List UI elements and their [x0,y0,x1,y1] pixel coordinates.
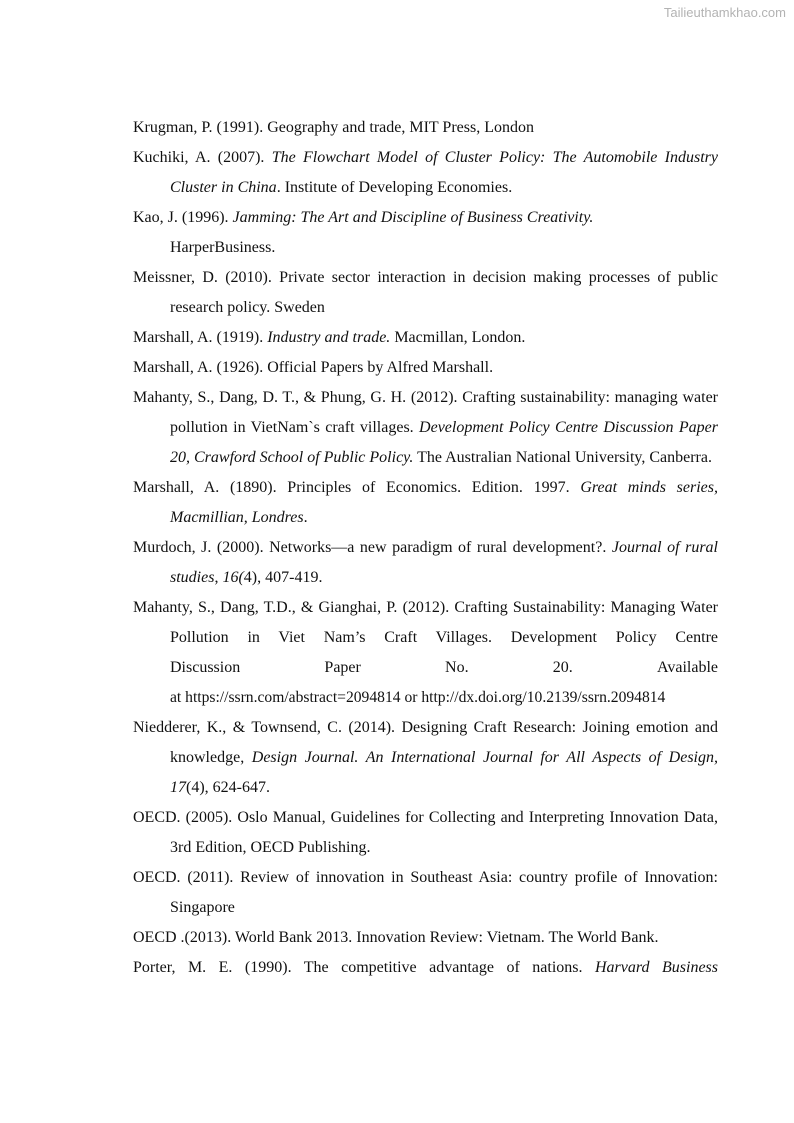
ref-text: Marshall, A. (1890). Principles of Economics. Edition. 1997. [133,479,581,496]
ref-title: Jamming: The Art and Discipline of Business Creativity. [232,209,594,226]
ref-murdoch [133,533,718,593]
ref-text: (4), 624-647. [186,779,270,796]
ref-oecd-2005 [133,803,718,863]
ref-text: Kuchiki, A. (2007). [133,149,272,166]
ref-text: The Australian National University, Canberra. [413,449,712,466]
ref-text: Murdoch, J. (2000). Networks—a new paradigm of rural development?. [133,539,612,556]
ref-word: Available [656,659,718,676]
ref-text: Macmillan, London. [390,329,526,346]
ref-marshall-1890 [133,473,718,533]
ref-spaced-line [133,653,718,683]
ref-link[interactable]: at https://ssrn.com/abstract=2094814 or http://dx.doi.org/10.2139/ssrn.2094814 [170,689,666,706]
watermark: Tailieuthamkhao.com [663,5,786,20]
ref-text: OECD .(2013). World Bank 2013. Innovation Review: Vietnam. The World Bank. [133,929,659,946]
ref-porter [133,953,718,983]
ref-meissner [133,263,718,323]
ref-mahanty-2012b [133,593,718,713]
ref-oecd-2011 [133,863,718,923]
ref-text: Meissner, D. (2010). Private sector interaction in decision making processes of public research policy. Sweden [133,269,718,316]
ref-oecd-2013 [133,923,718,953]
ref-word: Paper [324,659,361,676]
ref-title: Industry and trade. [267,329,391,346]
ref-word: No. [445,659,469,676]
ref-krugman [133,113,718,143]
ref-text: . Institute of Developing Economies. [276,179,513,196]
ref-text: . [303,509,308,526]
ref-text: HarperBusiness. [170,239,276,256]
ref-text: Krugman, P. (1991). Geography and trade, MIT Press, London [133,119,534,136]
ref-text: Kao, J. (1996). [133,209,233,226]
ref-text: 4), 407-419. [243,569,323,586]
reference-list [133,113,718,983]
ref-text: Marshall, A. (1919). [133,329,268,346]
ref-niedderer [133,713,718,803]
ref-journal: Design Journal. An International Journal for All Aspects of Design, 17 [170,749,719,796]
ref-text: Mahanty, S., Dang, D. T., & Phung, G. H. (2012). Crafting sustainability: managing water pollution in VietNam`s craft villages. [133,389,718,436]
ref-marshall-1926 [133,353,718,383]
ref-journal: Journal of rural studies [170,539,718,586]
ref-marshall-1919 [133,323,718,353]
ref-title: Great minds series, Macmillian, Londres [170,479,718,526]
ref-title: Harvard Business [595,959,718,976]
ref-title: Development Policy Centre Discussion Paper 20, Crawford School of Public Policy. [170,419,719,466]
ref-text: OECD. (2011). Review of innovation in Southeast Asia: country profile of Innovation: Singapore [133,869,718,916]
ref-mahanty-2012a [133,383,718,473]
ref-volume: 16( [222,569,244,586]
ref-text: , [214,569,223,586]
ref-text: Marshall, A. (1926). Official Papers by Alfred Marshall. [133,359,494,376]
ref-kuchiki [133,143,718,203]
ref-text: OECD. (2005). Oslo Manual, Guidelines for Collecting and Interpreting Innovation Data, 3rd Edition, OECD Publishing. [133,809,718,856]
ref-word: 20. [552,659,573,676]
ref-word: Discussion [170,659,241,676]
ref-kao [133,203,718,263]
ref-title: The Flowchart Model of Cluster Policy: The Automobile Industry Cluster in China [170,149,718,196]
ref-text: Mahanty, S., Dang, T.D., & Gianghai, P. (2012). Crafting Sustainability: Managing Water Pollution in Viet Nam’s Craft Villages. Development Policy Centre [133,599,718,646]
ref-text: Niedderer, K., & Townsend, C. (2014). Designing Craft Research: Joining emotion and knowledge, [133,719,718,766]
ref-text: Porter, M. E. (1990). The competitive advantage of nations. [133,959,595,976]
